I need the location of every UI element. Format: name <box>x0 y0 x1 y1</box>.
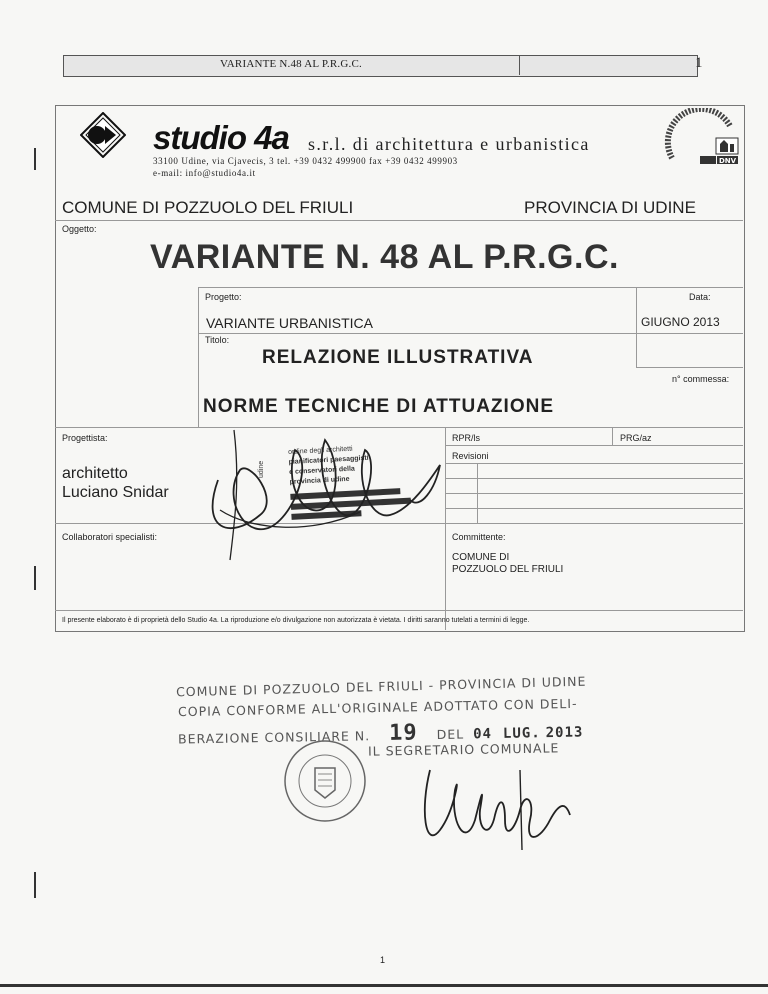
delibera-year: 2013 <box>545 724 584 742</box>
stamp-line: pianificatori paesaggisti <box>288 454 369 466</box>
logo-tagline: s.r.l. di architettura e urbanistica <box>308 134 590 154</box>
data-value: GIUGNO 2013 <box>641 315 720 329</box>
divider <box>198 287 199 427</box>
address-line: 33100 Udine, via Cjavecis, 3 tel. +39 0432 499900 fax +39 0432 499903 <box>153 156 458 166</box>
delibera-number: 19 <box>388 720 418 746</box>
divider <box>445 508 743 509</box>
progettista-label: Progettista: <box>62 433 108 443</box>
margin-mark <box>34 566 36 590</box>
divider <box>477 463 478 523</box>
stamp-del-label: DEL <box>436 726 465 743</box>
copyright-note: Il presente elaborato è di proprietà dello Studio 4a. La riproduzione e/o divulgazione non autorizzata è vietata. I diritti saranno tutelati a termini di legge. <box>62 617 530 624</box>
provincia-heading: PROVINCIA DI UDINE <box>524 198 696 217</box>
logo-wordmark: studio 4a <box>153 119 289 156</box>
margin-mark <box>34 872 36 898</box>
divider <box>636 367 743 368</box>
stamp-side-text: udine <box>258 460 265 478</box>
header-page-number: 1 <box>695 55 703 71</box>
stamp-segretario-line: IL SEGRETARIO COMUNALE <box>367 740 560 759</box>
committente-line1: COMUNE DI <box>452 552 510 563</box>
progettista-name <box>62 464 169 502</box>
page-number: 1 <box>380 955 386 965</box>
quality-certification-seal-icon <box>660 108 740 172</box>
divider <box>445 493 743 494</box>
delibera-day: 04 <box>472 726 493 743</box>
collaboratori-label: Collaboratori specialisti: <box>62 532 158 542</box>
document-title: VARIANTE N. 48 AL P.R.G.C. <box>150 238 619 276</box>
divider <box>612 427 613 445</box>
progetto-label: Progetto: <box>205 292 242 302</box>
stamp-line: ordine degli architetti <box>287 445 353 456</box>
comune-heading: COMUNE DI POZZUOLO DEL FRIULI <box>62 198 354 217</box>
divider <box>55 610 743 611</box>
divider <box>445 445 743 446</box>
titolo-label: Titolo: <box>205 335 230 345</box>
progetto-value: VARIANTE URBANISTICA <box>206 315 373 331</box>
data-label: Data: <box>689 292 711 302</box>
header-title: VARIANTE N.48 AL P.R.G.C. <box>220 58 362 70</box>
prg-code: PRG/az <box>620 433 652 443</box>
stamp-comune-line: COMUNE DI POZZUOLO DEL FRIULI - PROVINCIA DI UDINE <box>175 673 587 700</box>
stamp-line: e conservatori della <box>288 465 356 476</box>
committente-value <box>452 552 563 576</box>
progettista-line2: Luciano Snidar <box>62 484 169 501</box>
stamp-delibera-prefix: BERAZIONE CONSILIARE N. <box>177 728 371 747</box>
stamp-copia-line: COPIA CONFORME ALL'ORIGINALE ADOTTATO CON DELI- <box>177 695 578 720</box>
revisioni-label: Revisioni <box>452 451 489 461</box>
divider <box>198 333 743 334</box>
divider <box>445 463 743 464</box>
divider <box>636 287 637 367</box>
committente-label: Committente: <box>452 532 506 542</box>
margin-mark <box>34 148 36 170</box>
cert-label: DNV <box>718 157 737 165</box>
committente-line2: POZZUOLO DEL FRIULI <box>452 564 564 575</box>
delibera-month: LUG. <box>502 725 541 742</box>
divider <box>198 287 743 288</box>
divider <box>55 220 743 221</box>
divider <box>445 478 743 479</box>
commessa-label: n° commessa: <box>672 374 730 384</box>
email-line: e-mail: info@studio4a.it <box>153 168 256 178</box>
document-subtitle: NORME TECNICHE DI ATTUAZIONE <box>203 396 554 417</box>
municipal-seal-icon <box>282 738 368 824</box>
stamp-line: provincia di udine <box>289 475 350 486</box>
studio4a-logo-icon <box>80 112 126 158</box>
bottom-rule <box>0 984 768 987</box>
oggetto-label: Oggetto: <box>62 224 97 234</box>
titolo-value: RELAZIONE ILLUSTRATIVA <box>262 347 534 368</box>
signature-icon <box>190 420 460 570</box>
secretary-signature-icon <box>400 760 590 870</box>
progettista-line1: architetto <box>62 465 128 482</box>
rpr-code: RPR/ls <box>452 433 481 443</box>
